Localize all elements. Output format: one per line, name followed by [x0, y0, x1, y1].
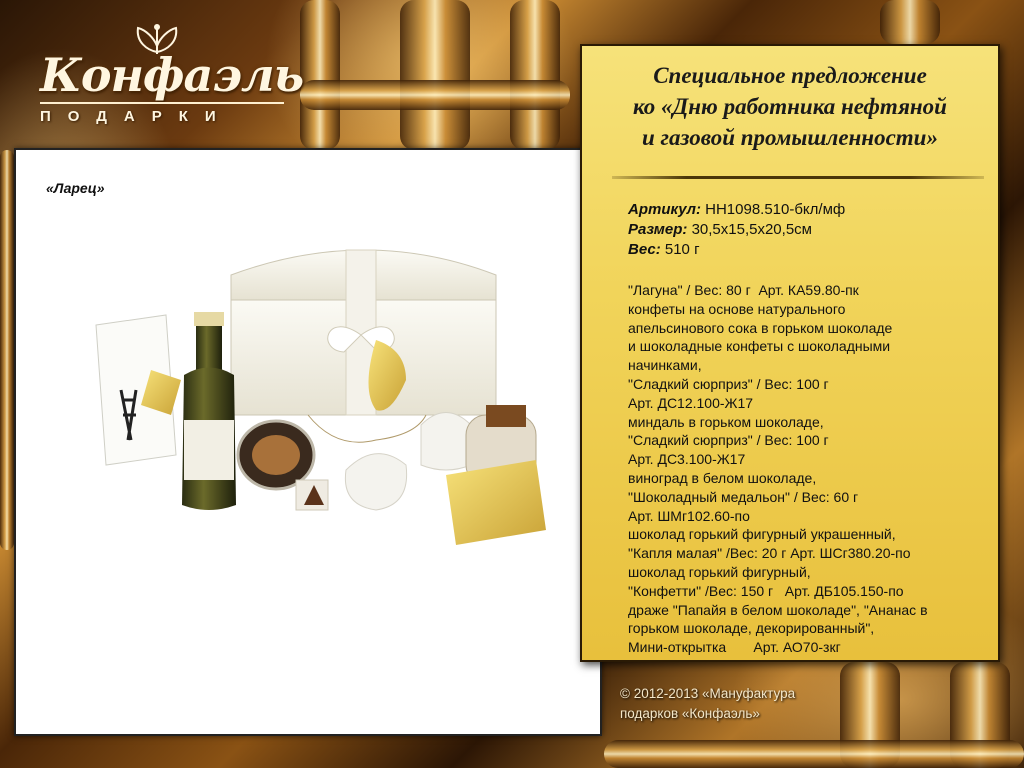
description-line: конфеты на основе натурального	[628, 300, 846, 317]
wine-bottle	[182, 312, 236, 510]
pipe-decoration	[604, 740, 1024, 768]
spec-value: 30,5х15,5х20,5см	[687, 221, 812, 238]
heading-line: и газовой промышленности»	[642, 125, 938, 150]
pipe-decoration	[300, 0, 340, 150]
logo-underline	[40, 102, 284, 104]
pipe-decoration	[510, 0, 560, 150]
description-line: горьком шоколаде, декорированный",	[628, 620, 875, 637]
description-line: апельсинового сока в горьком шоколаде	[628, 319, 893, 336]
description-line: и шоколадные конфеты с шоколадными	[628, 338, 891, 355]
pipe-decoration	[300, 80, 570, 110]
pipe-decoration	[880, 0, 940, 44]
description-line: "Шоколадный медальон" / Вес: 60 г	[628, 488, 859, 505]
product-photo-panel	[14, 148, 602, 736]
offer-info-panel	[580, 44, 1000, 662]
brand-subtitle: ПОДАРКИ	[40, 108, 233, 125]
copyright	[620, 684, 795, 724]
product-specs	[628, 200, 845, 260]
brand-name: Конфаэль	[40, 48, 304, 102]
description-line: "Конфетти" /Вес: 150 г Арт. ДБ105.150-по	[628, 582, 904, 599]
spec-weight	[628, 240, 845, 260]
description-line: "Сладкий сюрприз" / Вес: 100 г	[628, 375, 829, 392]
pipe-decoration	[400, 0, 470, 150]
description-line: начинками,	[628, 357, 702, 374]
heading-divider	[612, 176, 984, 179]
chocolate-tin	[238, 421, 314, 489]
chest-box	[231, 250, 496, 442]
description-line: виноград в белом шоколаде,	[628, 469, 817, 486]
description-line: Арт. ШМг102.60-по	[628, 507, 750, 524]
spec-label: Размер:	[628, 221, 688, 238]
description-line: миндаль в горьком шоколаде,	[628, 413, 824, 430]
gift-set-photo	[76, 240, 546, 570]
description-line: "Сладкий сюрприз" / Вес: 100 г	[628, 432, 829, 449]
tube-box	[96, 315, 181, 465]
greeting-card	[446, 460, 546, 545]
copyright-line: подарков «Конфаэль»	[620, 706, 760, 721]
description-line: шоколад горький фигурный,	[628, 563, 811, 580]
offer-heading	[582, 60, 998, 153]
description-line: шоколад горький фигурный украшенный,	[628, 526, 896, 543]
heading-line: Специальное предложение	[653, 63, 927, 88]
spec-value: 510 г	[660, 241, 700, 258]
heading-line: ко «Дню работника нефтяной	[633, 94, 947, 119]
spec-label: Вес:	[628, 241, 661, 258]
spec-value: НН1098.510-бкл/мф	[700, 201, 846, 218]
copyright-line: © 2012-2013 «Мануфактура	[620, 686, 796, 701]
description-line: Арт. ДС12.100-Ж17	[628, 394, 754, 411]
product-description	[628, 281, 988, 657]
product-caption: «Ларец»	[46, 180, 105, 196]
spec-size	[628, 220, 845, 240]
description-line: драже "Папайя в белом шоколаде", "Ананас в	[628, 601, 928, 618]
spec-label: Артикул:	[628, 201, 701, 218]
description-line: "Лагуна" / Вес: 80 г Арт. КА59.80-пк	[628, 282, 859, 298]
pipe-decoration	[0, 150, 14, 550]
description-line: "Капля малая" /Вес: 20 г Арт. ШСг380.20-по	[628, 545, 911, 562]
brand-logo[interactable]	[34, 22, 304, 132]
spec-article	[628, 200, 845, 220]
description-line: Арт. ДС3.100-Ж17	[628, 451, 746, 468]
description-line: Мини-открытка Арт. АО70-зкг	[628, 639, 841, 656]
